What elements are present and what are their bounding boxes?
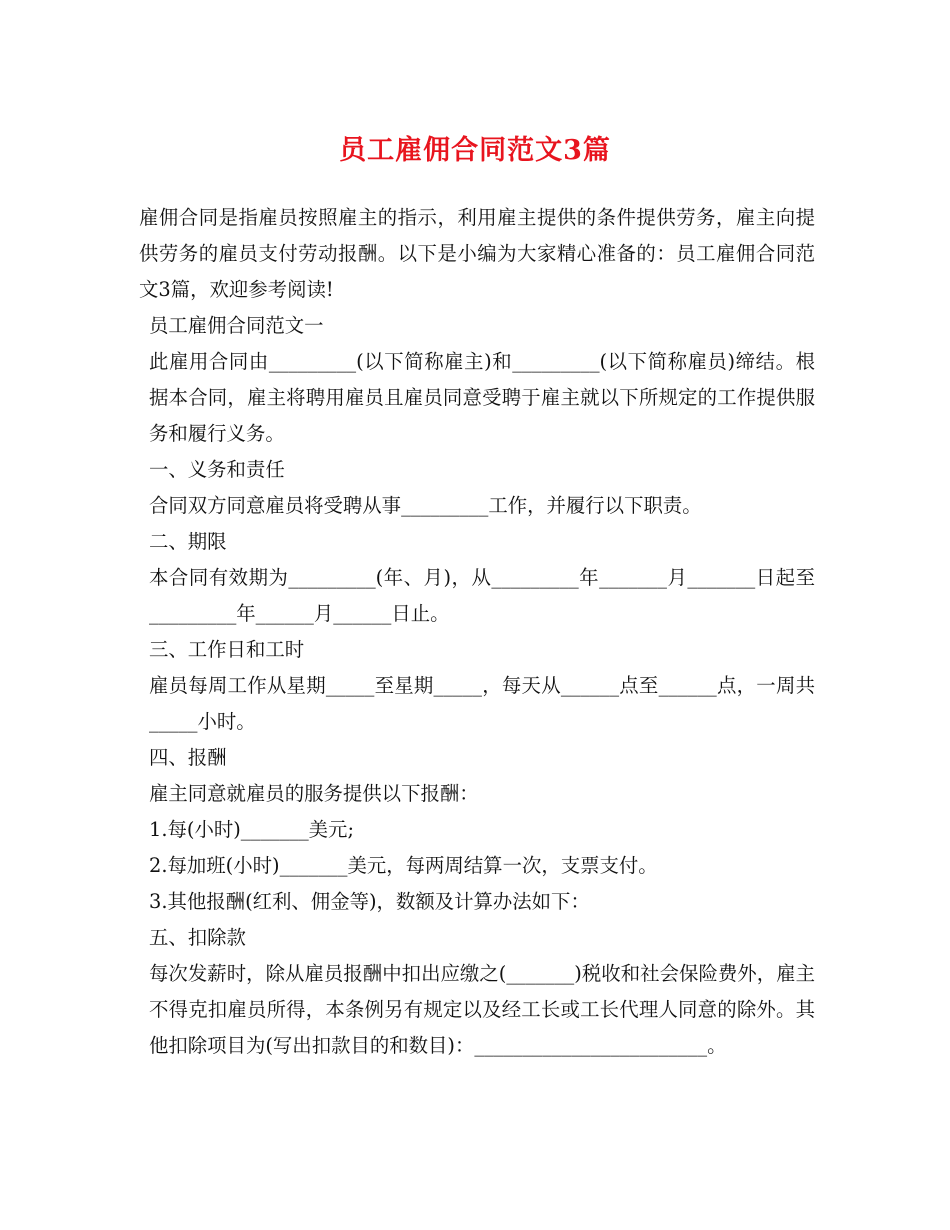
clause-text-term: 本合同有效期为_________(年、月)，从_________年_______月_______日起至_________年______月______日止。 xyxy=(149,566,815,625)
clause-text-compensation: 雇主同意就雇员的服务提供以下报酬： xyxy=(149,782,479,805)
section-heading-contract-one: 员工雇佣合同范文一 xyxy=(149,314,324,337)
clause-heading-workdays: 三、工作日和工时 xyxy=(149,638,305,661)
document-title: 员工雇佣合同范文3篇 xyxy=(339,135,611,166)
document-body xyxy=(139,200,815,1064)
compensation-item-1: 1.每(小时)_______美元; xyxy=(149,818,354,841)
compensation-item-3: 3.其他报酬(红利、佣金等)，数额及计算办法如下： xyxy=(149,890,590,913)
intro-paragraph: 雇佣合同是指雇员按照雇主的指示，利用雇主提供的条件提供劳务，雇主向提供劳务的雇员支付劳动报酬。以下是小编为大家精心准备的：员工雇佣合同范文3篇，欢迎参考阅读! xyxy=(139,206,815,301)
clause-heading-term: 二、期限 xyxy=(149,530,227,553)
clause-text-duties: 合同双方同意雇员将受聘从事_________工作，并履行以下职责。 xyxy=(149,494,702,517)
compensation-item-2: 2.每加班(小时)_______美元，每两周结算一次，支票支付。 xyxy=(149,854,658,877)
clause-heading-compensation: 四、报酬 xyxy=(149,746,227,769)
clause-heading-deductions: 五、扣除款 xyxy=(149,926,246,949)
clause-text-workdays: 雇员每周工作从星期_____至星期_____，每天从______点至______点，一周共_____小时。 xyxy=(149,674,815,733)
clause-text-deductions: 每次发薪时，除从雇员报酬中扣出应缴之(_______)税收和社会保险费外，雇主不得克扣雇员所得，本条例另有规定以及经工长或工长代理人同意的除外。其他扣除项目为(写出扣款目的和数目)：________________________。 xyxy=(149,962,815,1057)
clause-heading-duties: 一、义务和责任 xyxy=(149,458,285,481)
contract-preamble-paragraph: 此雇用合同由_________(以下简称雇主)和_________(以下简称雇员)缔结。根据本合同，雇主将聘用雇员且雇员同意受聘于雇主就以下所规定的工作提供服务和履行义务。 xyxy=(149,350,815,445)
